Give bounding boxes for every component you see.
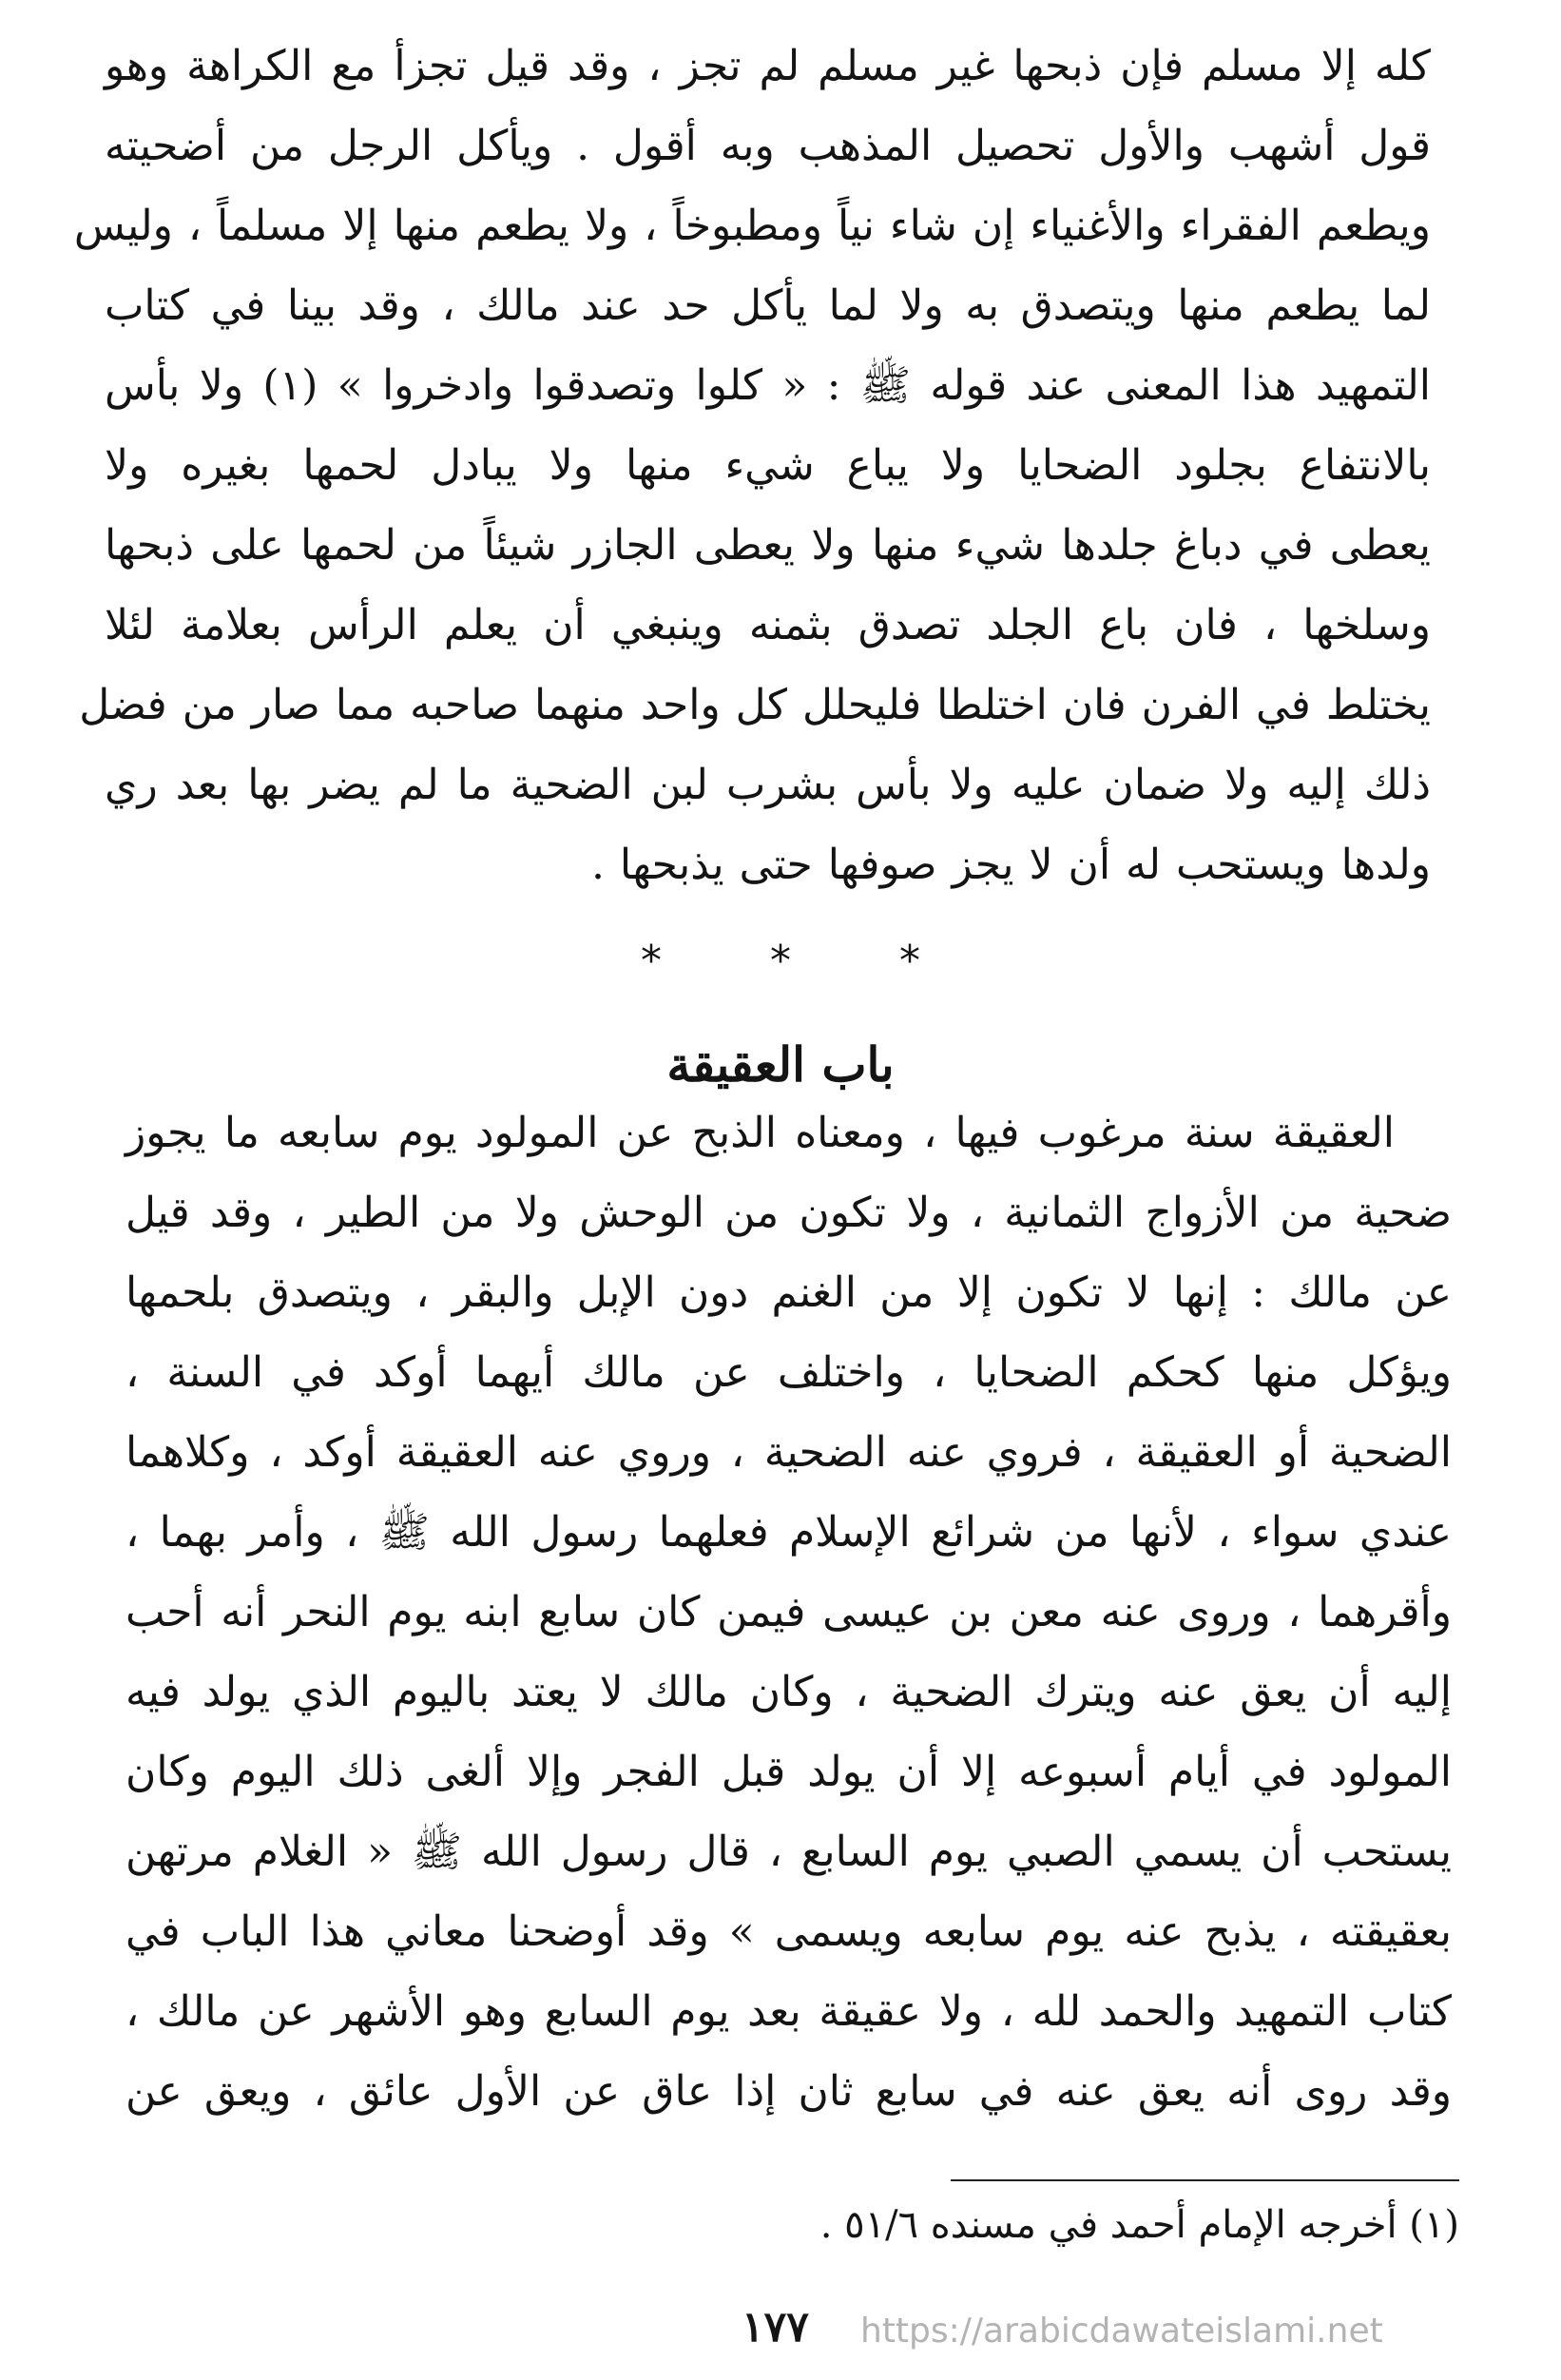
bottom-paragraph <box>125 1093 1452 2132</box>
text-line: ويؤكل منها كحكم الضحايا ، واختلف عن مالك أيهما أوكد في السنة ، <box>125 1348 1452 1397</box>
text-line: ويطعم الفقراء والأغنياء إن شاء نياً ومطبوخاً ، ولا يطعم منها إلا مسلماً ، وليس <box>73 202 1431 250</box>
section-title: باب العقيقة <box>666 1036 895 1093</box>
text-line: وسلخها ، فان باع الجلد تصدق بثمنه وينبغي أن يعلم الرأس بعلامة لئلا <box>105 601 1431 649</box>
text-line: ضحية من الأزواج الثمانية ، ولا تكون من الوحش ولا من الطير ، وقد قيل <box>125 1189 1452 1237</box>
text-line: وقد روى أنه يعق عنه في سابع ثان إذا عاق عن الأول عائق ، ويعق عن <box>125 2067 1452 2116</box>
text-line: يعطى في دباغ جلدها شيء منها ولا يعطى الجازر شيئاً من لحمها على ذبحها <box>105 521 1431 570</box>
text-line: التمهيد هذا المعنى عند قوله ﷺ : « كلوا وتصدقوا وادخروا » (١) ولا بأس <box>105 361 1431 410</box>
footnote-divider <box>951 2179 1459 2181</box>
text-line: بعقيقته ، يذبح عنه يوم سابعه ويسمى » وقد أوضحنا معاني هذا الباب في <box>125 1907 1452 1956</box>
text-line: لما يطعم منها ويتصدق به ولا لما يأكل حد عند مالك ، وقد بينا في كتاب <box>105 281 1431 330</box>
text-line: ولدها ويستحب له أن لا يجز صوفها حتى يذبحها . <box>590 841 1431 889</box>
section-separator: * * * <box>641 937 968 985</box>
text-line: عن مالك : إنها لا تكون إلا من الغنم دون الإبل والبقر ، ويتصدق بلحمها <box>125 1268 1452 1317</box>
text-line: إليه أن يعق عنه ويترك الضحية ، وكان مالك لا يعتد باليوم الذي يولد فيه <box>125 1668 1453 1716</box>
top-paragraph <box>73 27 1431 905</box>
text-line: يستحب أن يسمي الصبي يوم السابع ، قال رسول الله ﷺ « الغلام مرتهن <box>125 1828 1452 1876</box>
page-number: ١٧٧ <box>742 2303 809 2351</box>
text-line: وأقرهما ، وروى عنه معن بن عيسى فيمن كان سابع ابنه يوم النحر أنه أحب <box>125 1588 1452 1636</box>
text-line: كتاب التمهيد والحمد لله ، ولا عقيقة بعد يوم السابع وهو الأشهر عن مالك ، <box>125 1987 1452 2036</box>
text-line: ذلك إليه ولا ضمان عليه ولا بأس بشرب لبن الضحية ما لم يضر بها بعد ري <box>105 761 1431 809</box>
text-line: الضحية أو العقيقة ، فروي عنه الضحية ، وروي عنه العقيقة أوكد ، وكلاهما <box>125 1428 1452 1477</box>
text-line: يختلط في الفرن فان اختلطا فليحلل كل واحد منهما صاحبه مما صار من فضل <box>79 681 1431 729</box>
text-line: عندي سواء ، لأنها من شرائع الإسلام فعلهما رسول الله ﷺ ، وأمر بهما ، <box>125 1508 1452 1557</box>
text-line: بالانتفاع بجلود الضحايا ولا يباع شيء منها ولا يبادل لحمها بغيره ولا <box>105 441 1431 490</box>
watermark-url[interactable]: https://arabicdawateislami.net <box>860 2312 1383 2351</box>
text-line: المولود في أيام أسبوعه إلا أن يولد قبل الفجر وإلا ألغى ذلك اليوم وكان <box>125 1748 1452 1796</box>
text-line: العقيقة سنة مرغوب فيها ، ومعناه الذبح عن المولود يوم سابعه ما يجوز <box>125 1109 1395 1157</box>
footnote: (١) أخرجه الإمام أحمد في مسنده ٥١/٦ . <box>819 2203 1459 2247</box>
text-line: قول أشهب والأول تحصيل المذهب وبه أقول . ويأكل الرجل من أضحيته <box>105 122 1431 170</box>
text-line: كله إلا مسلم فإن ذبحها غير مسلم لم تجز ، وقد قيل تجزأ مع الكراهة وهو <box>105 42 1431 90</box>
